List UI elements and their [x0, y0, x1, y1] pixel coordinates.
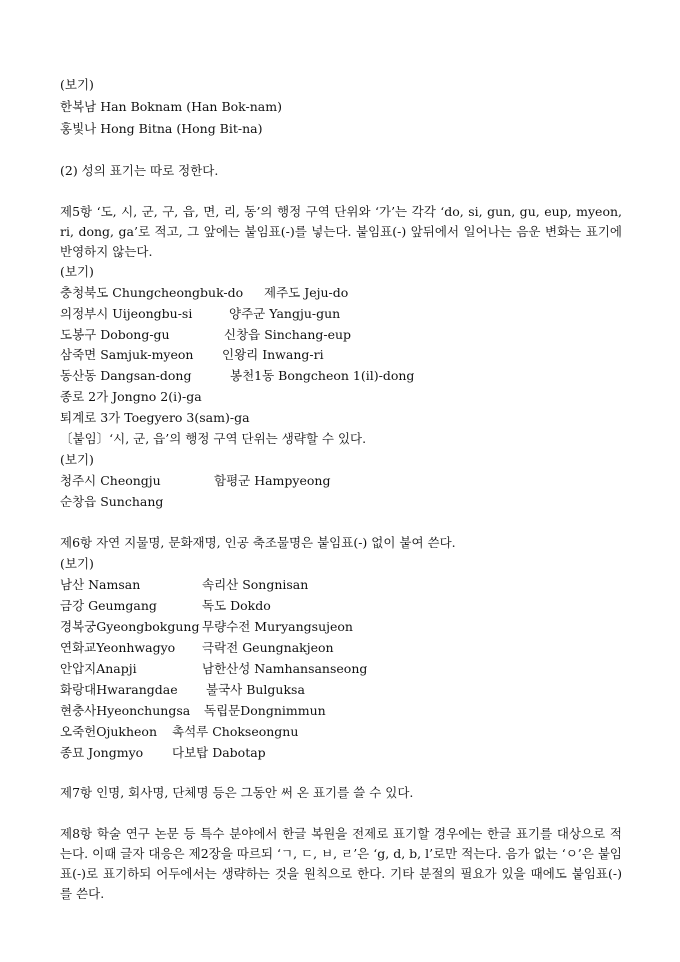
example-row: [60, 576, 309, 594]
example-term: 독립문Dongnimmun: [204, 703, 326, 718]
example-row: [60, 660, 368, 678]
example-term: 화랑대Hwarangdae: [60, 682, 178, 697]
addendum-note: 〔붙임〕‘시, 군, 읍’의 행정 구역 단위는 생략할 수 있다.: [60, 431, 367, 446]
example-row: [60, 367, 415, 385]
example-line: 퇴계로 3가 Toegyero 3(sam)-ga: [60, 410, 250, 425]
example-term: 봉천1동 Bongcheon 1(il)-dong: [230, 368, 415, 383]
example-row: [60, 639, 334, 657]
example-term: 불국사 Bulguksa: [206, 682, 305, 697]
example-row: [60, 702, 326, 720]
example-term: 동산동 Dangsan-dong: [60, 368, 192, 383]
article-7-text: 제7항 인명, 회사명, 단체명 등은 그동안 써 온 표기를 쓸 수 있다.: [60, 785, 414, 800]
clause-note-2: (2) 성의 표기는 따로 정한다.: [60, 163, 219, 178]
example-line: 한복남 Han Boknam (Han Bok-nam): [60, 99, 282, 114]
example-heading: (보기): [60, 77, 94, 92]
example-term: 신창읍 Sinchang-eup: [224, 327, 352, 342]
example-term: 경복궁Gyeongbokgung: [60, 619, 200, 634]
example-term: 의정부시 Uijeongbu-si: [60, 306, 193, 321]
example-term: 인왕리 Inwang-ri: [222, 347, 324, 362]
example-row: [60, 472, 331, 490]
example-term: 남한산성 Namhansanseong: [202, 661, 368, 676]
article-5-text: 제5항 ‘도, 시, 군, 구, 읍, 면, 리, 동’의 행정 구역 단위와 ‘가’는 각각 ‘do, si, gun, gu, eup, myeon, ri, dong, ga’로 적고, 그 앞에는 붙임표(-)를 넣는다. 붙임표(-) 앞뒤에서 일어나는 음운 변화는 표기에 반영하지 않는다.: [60, 204, 622, 259]
example-row: [60, 346, 324, 364]
example-term: 독도 Dokdo: [202, 598, 271, 613]
example-term: 현충사Hyeonchungsa: [60, 703, 191, 718]
example-line: 순창읍 Sunchang: [60, 494, 164, 509]
example-row: [60, 723, 299, 741]
example-row: [60, 597, 271, 615]
example-heading: (보기): [60, 264, 94, 279]
example-term: 함평군 Hampyeong: [214, 473, 331, 488]
example-term: 다보탑 Dabotap: [172, 745, 266, 760]
example-heading: (보기): [60, 556, 94, 571]
article-6-text: 제6항 자연 지물명, 문화재명, 인공 축조물명은 붙임표(-) 없이 붙여 쓴다.: [60, 535, 456, 550]
example-term: 극락전 Geungnakjeon: [202, 640, 334, 655]
example-term: 무량수전 Muryangsujeon: [202, 619, 353, 634]
example-term: 제주도 Jeju-do: [264, 285, 349, 300]
example-term: 충청북도 Chungcheongbuk-do: [60, 285, 244, 300]
example-term: 금강 Geumgang: [60, 598, 157, 613]
example-term: 삼죽면 Samjuk-myeon: [60, 347, 194, 362]
example-term: 오죽헌Ojukheon: [60, 724, 157, 739]
example-term: 연화교Yeonhwagyo: [60, 640, 176, 655]
example-term: 양주군 Yangju-gun: [229, 306, 341, 321]
example-row: [60, 284, 349, 302]
example-term: 남산 Namsan: [60, 577, 141, 592]
example-heading: (보기): [60, 452, 94, 467]
example-line: 홍빛나 Hong Bitna (Hong Bit-na): [60, 121, 263, 136]
example-row: [60, 326, 352, 344]
example-term: 안압지Anapji: [60, 661, 137, 676]
example-term: 속리산 Songnisan: [202, 577, 309, 592]
example-term: 종묘 Jongmyo: [60, 745, 144, 760]
example-row: [60, 618, 353, 636]
article-8-text: 제8항 학술 연구 논문 등 특수 분야에서 한글 복원을 전제로 표기할 경우에는 한글 표기를 대상으로 적는다. 이때 글자 대응은 제2장을 따르되 ‘ㄱ, ㄷ, ㅂ, ㄹ’은 ‘g, d, b, l’로만 적는다. 음가 없는 ‘ㅇ’은 붙임표(-)로 표기하되 어두에서는 생략하는 것을 원칙으로 한다. 기타 분절의 필요가 있을 때에도 붙임표(-)를 쓴다.: [60, 826, 622, 901]
example-row: [60, 744, 266, 762]
example-line: 종로 2가 Jongno 2(i)-ga: [60, 389, 202, 404]
example-term: 촉석루 Chokseongnu: [172, 724, 299, 739]
example-term: 청주시 Cheongju: [60, 473, 161, 488]
example-row: [60, 681, 305, 699]
example-term: 도봉구 Dobong-gu: [60, 327, 170, 342]
example-row: [60, 305, 341, 323]
